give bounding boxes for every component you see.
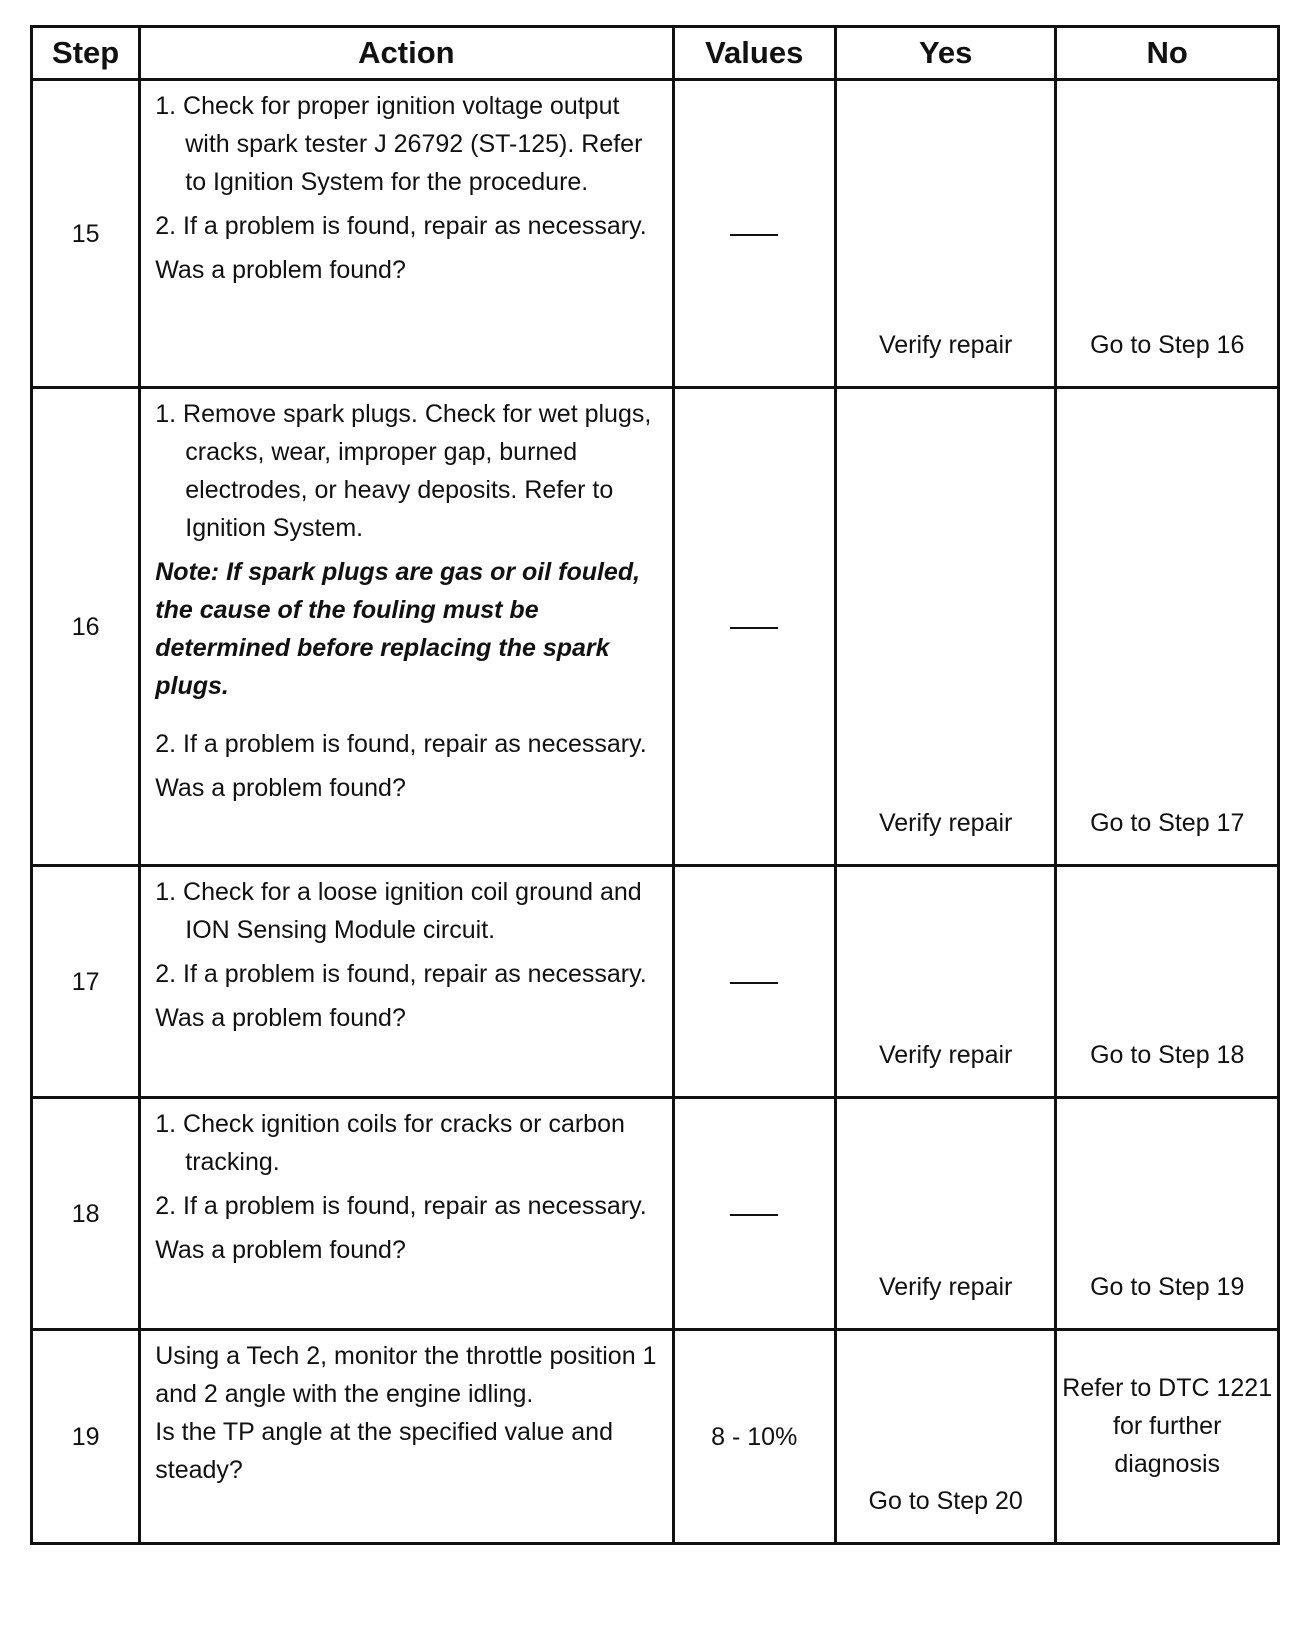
header-yes: Yes <box>835 27 1056 80</box>
action-list <box>155 873 661 993</box>
yes-cell: Verify repair <box>835 388 1056 866</box>
no-cell: Go to Step 16 <box>1056 80 1279 388</box>
action-question: Was a problem found? <box>155 256 406 284</box>
action-question: Was a problem found? <box>155 774 406 802</box>
yes-cell: Go to Step 20 <box>835 1330 1056 1544</box>
action-cell <box>140 388 673 866</box>
action-question: Is the TP angle at the specified value and steady? <box>155 1418 613 1484</box>
header-values: Values <box>673 27 835 80</box>
action-question: Was a problem found? <box>155 1236 406 1264</box>
header-action: Action <box>140 27 673 80</box>
action-item: 2. If a problem is found, repair as necessary. <box>155 730 647 758</box>
yes-cell: Verify repair <box>835 80 1056 388</box>
action-item: 2. If a problem is found, repair as necessary. <box>155 1192 647 1220</box>
header-no: No <box>1056 27 1279 80</box>
no-cell: Go to Step 19 <box>1056 1098 1279 1330</box>
table-row <box>32 80 1279 388</box>
action-cell <box>140 866 673 1098</box>
dash-mark <box>730 627 778 629</box>
yes-cell: Verify repair <box>835 1098 1056 1330</box>
step-number: 18 <box>32 1098 140 1330</box>
dash-mark <box>730 982 778 984</box>
values-cell <box>673 1098 835 1330</box>
action-list <box>155 1105 661 1225</box>
header-row <box>32 27 1279 80</box>
action-list <box>155 725 661 763</box>
diagnostic-table <box>30 25 1280 1545</box>
table-row <box>32 866 1279 1098</box>
step-number: 17 <box>32 866 140 1098</box>
action-item: 1. Remove spark plugs. Check for wet plugs, cracks, wear, improper gap, burned electrodes, or heavy deposits. Refer to Ignition System. <box>155 400 652 542</box>
dash-mark <box>730 1214 778 1216</box>
action-text: Using a Tech 2, monitor the throttle position 1 and 2 angle with the engine idling. <box>155 1342 657 1408</box>
step-number: 16 <box>32 388 140 866</box>
action-cell <box>140 80 673 388</box>
step-number: 19 <box>32 1330 140 1544</box>
header-step: Step <box>32 27 140 80</box>
action-item: 1. Check ignition coils for cracks or carbon tracking. <box>155 1110 625 1176</box>
no-cell: Go to Step 17 <box>1056 388 1279 866</box>
action-cell <box>140 1330 673 1544</box>
action-item: 2. If a problem is found, repair as necessary. <box>155 960 647 988</box>
no-cell: Refer to DTC 1221 for further diagnosis <box>1056 1330 1279 1544</box>
action-item: 2. If a problem is found, repair as necessary. <box>155 212 647 240</box>
table-row <box>32 1330 1279 1544</box>
values-cell <box>673 866 835 1098</box>
values-cell <box>673 388 835 866</box>
values-cell: 8 - 10% <box>673 1330 835 1544</box>
dash-mark <box>730 234 778 236</box>
action-question: Was a problem found? <box>155 1004 406 1032</box>
values-cell <box>673 80 835 388</box>
action-item: 1. Check for a loose ignition coil ground and ION Sensing Module circuit. <box>155 878 642 944</box>
note-text: Note: If spark plugs are gas or oil fouled, the cause of the fouling must be determined before replacing the spark plugs. <box>155 558 641 700</box>
yes-cell: Verify repair <box>835 866 1056 1098</box>
step-number: 15 <box>32 80 140 388</box>
action-item: 1. Check for proper ignition voltage output with spark tester J 26792 (ST-125). Refer to Ignition System for the procedure. <box>155 92 643 196</box>
action-list <box>155 87 661 245</box>
action-cell <box>140 1098 673 1330</box>
table-row <box>32 1098 1279 1330</box>
action-list <box>155 395 661 547</box>
table-row <box>32 388 1279 866</box>
no-cell: Go to Step 18 <box>1056 866 1279 1098</box>
